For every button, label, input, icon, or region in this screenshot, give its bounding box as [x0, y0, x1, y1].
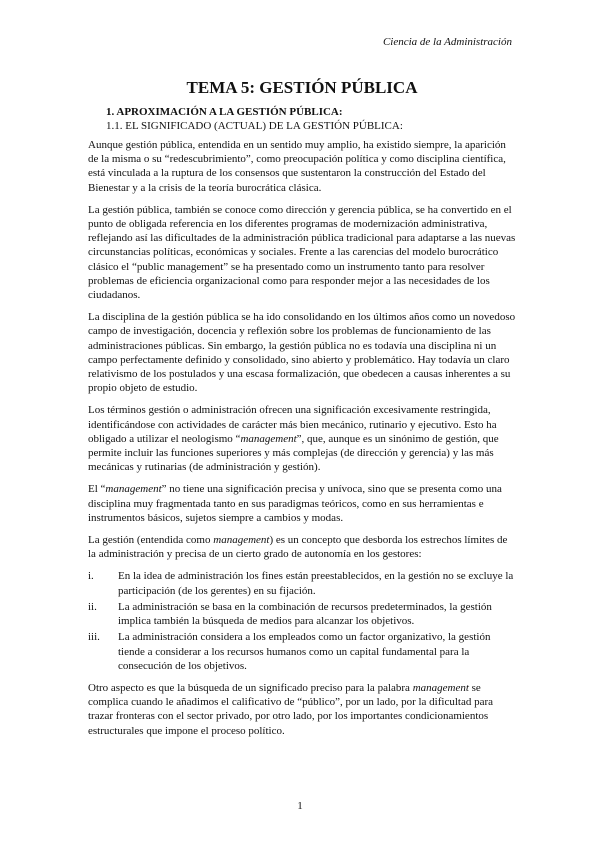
section-heading: 1. APROXIMACIÓN A LA GESTIÓN PÚBLICA: — [106, 106, 343, 118]
list-item-text: La administración se basa en la combinación de recursos predeterminados, la gestión implica también la búsqueda de medios para alcanzar los objetivos. — [118, 600, 492, 628]
paragraph-6 — [88, 533, 516, 561]
list-item-number: iii. — [88, 631, 100, 644]
paragraph-4 — [88, 403, 516, 474]
paragraph-3: La disciplina de la gestión pública se ha ido consolidando en los últimos años como un novedoso campo de investigación, docencia y reflexión sobre los problemas de funcionamiento de las administraciones públicas. Sin embargo, la gestión pública no es todavía una disciplina ni un campo perfectamente definido y consolidado, sino abierto y problemático. Hay todavía un claro relativismo de los postulados y una escasa formalización, que obedecen a causas inherentes a su propio objeto de estudio. — [88, 311, 516, 395]
list-item-text: La administración considera a los empleados como un factor organizativo, la gestión tiende a considerar a los recursos humanos como un capital fundamental para la consecución de los objetivos. — [118, 631, 491, 672]
list-item — [88, 630, 516, 673]
list-item-number: ii. — [88, 600, 97, 613]
list-item-number: i. — [88, 570, 94, 583]
p7-emphasis: management — [412, 681, 469, 694]
page-number: 1 — [297, 800, 303, 812]
running-header: Ciencia de la Administración — [382, 36, 512, 48]
p5-emphasis: management — [105, 483, 162, 496]
p4-text-a: Los términos gestión o administración ofrecen una significación excesivamente restringida, identificándose con actividades de carácter más bien mecánico, rutinario y ejecutivo. Esto ha obligado a utilizar el neologismo “ — [88, 404, 497, 445]
p5-text-a: El “ — [88, 483, 106, 496]
p5-text-b: ” no tiene una significación precisa y unívoca, sino que se presenta como una disciplina muy fragmentada tanto en sus paradigmas teóricos, como en sus herramientas e instrumentos básicos, sujetos siempre a cambios y modas. — [88, 483, 502, 524]
list-item — [88, 569, 516, 597]
p7-text-a: Otro aspecto es que la búsqueda de un significado preciso para la palabra — [88, 681, 413, 694]
list-item-text: En la idea de administración los fines están preestablecidos, en la gestión no se excluye la participación (de los gerentes) en su fijación. — [118, 570, 514, 597]
paragraph-1: Aunque gestión pública, entendida en un sentido muy amplio, ha existido siempre, la aparición de la misma o su “redescubrimiento”, como preocupación política y como disciplina científica, está vinculada a la ruptura de los consensos que sustentaron la construcción del Estado del Bienestar y a la crisis de la teoría burocrática clásica. — [88, 139, 506, 194]
document-body — [88, 78, 516, 746]
p4-emphasis: management — [240, 432, 297, 445]
paragraph-2: La gestión pública, también se conoce como dirección y gerencia pública, se ha convertido en el punto de obligada referencia en los diferentes programas de modernización administrativa, reflejando así las dificultades de la administración pública tradicional para adaptarse a las nuevas circunstancias políticas, económicas y sociales. Frente a las carencias del modelo burocrático clásico el “public management” se ha presentado como un instrumento tanto para resolver problemas de eficiencia organizacional como para responder mejor a las necesidades de los ciudadanos. — [88, 203, 516, 302]
p7-text-b: se complica cuando le añadimos el calificativo de “público”, por un lado, por la dificultad para trazar fronteras con el sector privado, por otro lado, por los importantes condicionamientos estructurales que impone el proceso político. — [88, 681, 494, 737]
list-item — [88, 600, 516, 628]
p6-text-b: ) es un concepto que desborda los estrechos límites de la administración y precisa de un cierto grado de autonomía en los gestores: — [88, 534, 508, 561]
paragraph-5 — [88, 482, 516, 525]
subsection-heading: 1.1. EL SIGNIFICADO (ACTUAL) DE LA GESTIÓN PÚBLICA: — [106, 120, 403, 132]
p6-text-a: La gestión (entendida como — [88, 534, 214, 547]
p6-emphasis: management — [213, 534, 270, 547]
paragraph-7 — [88, 681, 516, 738]
roman-list — [88, 569, 516, 672]
page-title: TEMA 5: GESTIÓN PÚBLICA — [186, 78, 418, 97]
p4-text-b: ”, que, aunque es un sinónimo de gestión, que permite incluir las funciones superiores y más complejas (de dirección y gerencia) y las más mecánicas y rutinarias (de administración y gestión). — [88, 432, 499, 474]
